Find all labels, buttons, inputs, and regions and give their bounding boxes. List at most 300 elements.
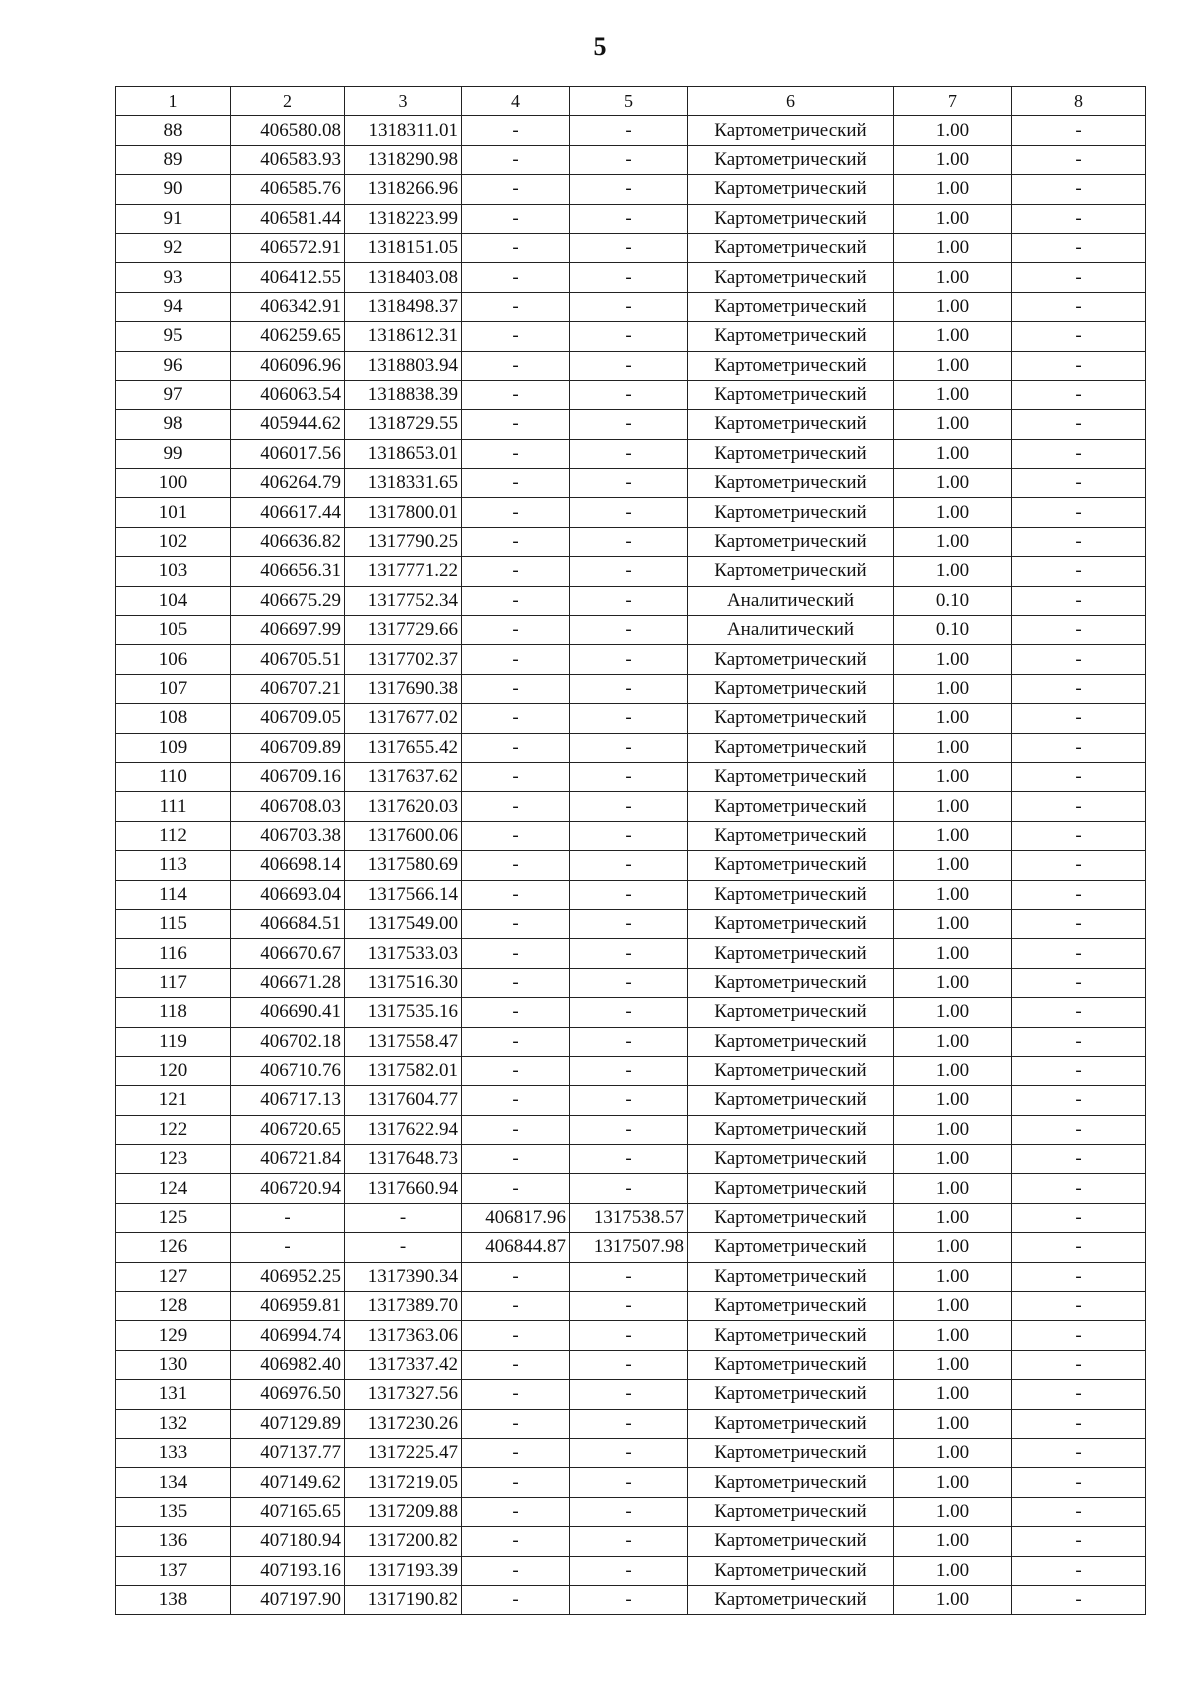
x-coordinate-cell: 406959.81 <box>231 1292 345 1321</box>
y-coordinate-cell: 1318498.37 <box>345 292 462 321</box>
table-row <box>116 1027 1146 1056</box>
x-coordinate-cell: 406982.40 <box>231 1350 345 1379</box>
x-new-coordinate-cell: - <box>462 175 570 204</box>
table-row <box>116 733 1146 762</box>
accuracy-cell: 1.00 <box>894 968 1012 997</box>
y-coordinate-cell: 1317655.42 <box>345 733 462 762</box>
point-number-cell: 90 <box>116 175 231 204</box>
accuracy-cell: 1.00 <box>894 1203 1012 1232</box>
method-cell: Картометрический <box>688 351 894 380</box>
point-number-cell: 136 <box>116 1527 231 1556</box>
x-new-coordinate-cell: - <box>462 792 570 821</box>
x-new-coordinate-cell: 406844.87 <box>462 1233 570 1262</box>
method-cell: Картометрический <box>688 939 894 968</box>
y-new-coordinate-cell: - <box>570 116 688 145</box>
accuracy-cell: 1.00 <box>894 939 1012 968</box>
y-coordinate-cell: 1317800.01 <box>345 498 462 527</box>
y-new-coordinate-cell: - <box>570 939 688 968</box>
table-row <box>116 1321 1146 1350</box>
point-number-cell: 113 <box>116 851 231 880</box>
point-number-cell: 134 <box>116 1468 231 1497</box>
table-row <box>116 1438 1146 1467</box>
y-new-coordinate-cell: - <box>570 1262 688 1291</box>
y-new-coordinate-cell: - <box>570 322 688 351</box>
method-cell: Картометрический <box>688 1380 894 1409</box>
table-row <box>116 1115 1146 1144</box>
header-cell: 2 <box>231 87 345 116</box>
table-row <box>116 1056 1146 1085</box>
y-coordinate-cell: 1317622.94 <box>345 1115 462 1144</box>
header-cell: 7 <box>894 87 1012 116</box>
x-coordinate-cell: 406709.05 <box>231 704 345 733</box>
note-cell: - <box>1012 645 1146 674</box>
y-coordinate-cell: 1317648.73 <box>345 1145 462 1174</box>
note-cell: - <box>1012 410 1146 439</box>
accuracy-cell: 1.00 <box>894 145 1012 174</box>
x-coordinate-cell: 406671.28 <box>231 968 345 997</box>
point-number-cell: 129 <box>116 1321 231 1350</box>
y-coordinate-cell: 1317677.02 <box>345 704 462 733</box>
method-cell: Картометрический <box>688 968 894 997</box>
table-row <box>116 439 1146 468</box>
y-new-coordinate-cell: - <box>570 1321 688 1350</box>
method-cell: Картометрический <box>688 292 894 321</box>
note-cell: - <box>1012 880 1146 909</box>
table-row <box>116 968 1146 997</box>
header-cell: 3 <box>345 87 462 116</box>
point-number-cell: 115 <box>116 909 231 938</box>
y-new-coordinate-cell: - <box>570 909 688 938</box>
header-cell: 8 <box>1012 87 1146 116</box>
method-cell: Аналитический <box>688 586 894 615</box>
note-cell: - <box>1012 1203 1146 1232</box>
y-coordinate-cell: 1317209.88 <box>345 1497 462 1526</box>
method-cell: Картометрический <box>688 998 894 1027</box>
note-cell: - <box>1012 1497 1146 1526</box>
y-coordinate-cell: 1317389.70 <box>345 1292 462 1321</box>
y-coordinate-cell: 1318311.01 <box>345 116 462 145</box>
x-new-coordinate-cell: - <box>462 939 570 968</box>
y-new-coordinate-cell: - <box>570 498 688 527</box>
x-new-coordinate-cell: - <box>462 880 570 909</box>
x-new-coordinate-cell: - <box>462 1027 570 1056</box>
x-new-coordinate-cell: - <box>462 586 570 615</box>
y-new-coordinate-cell: - <box>570 1438 688 1467</box>
method-cell: Картометрический <box>688 1233 894 1262</box>
x-coordinate-cell: 406585.76 <box>231 175 345 204</box>
accuracy-cell: 1.00 <box>894 322 1012 351</box>
y-coordinate-cell: 1318803.94 <box>345 351 462 380</box>
x-coordinate-cell: 406705.51 <box>231 645 345 674</box>
note-cell: - <box>1012 616 1146 645</box>
x-coordinate-cell: 406702.18 <box>231 1027 345 1056</box>
method-cell: Картометрический <box>688 1203 894 1232</box>
x-coordinate-cell: 406581.44 <box>231 204 345 233</box>
accuracy-cell: 0.10 <box>894 616 1012 645</box>
y-coordinate-cell: 1318612.31 <box>345 322 462 351</box>
point-number-cell: 135 <box>116 1497 231 1526</box>
y-new-coordinate-cell: - <box>570 469 688 498</box>
point-number-cell: 92 <box>116 233 231 262</box>
y-new-coordinate-cell: - <box>570 1174 688 1203</box>
method-cell: Картометрический <box>688 1409 894 1438</box>
accuracy-cell: 1.00 <box>894 1233 1012 1262</box>
coordinates-table <box>115 86 1146 1615</box>
method-cell: Картометрический <box>688 1292 894 1321</box>
method-cell: Картометрический <box>688 880 894 909</box>
x-coordinate-cell: 406703.38 <box>231 821 345 850</box>
y-new-coordinate-cell: - <box>570 762 688 791</box>
header-cell: 4 <box>462 87 570 116</box>
point-number-cell: 133 <box>116 1438 231 1467</box>
y-coordinate-cell: 1318403.08 <box>345 263 462 292</box>
table-row <box>116 498 1146 527</box>
accuracy-cell: 1.00 <box>894 204 1012 233</box>
y-new-coordinate-cell: - <box>570 175 688 204</box>
x-coordinate-cell: 406264.79 <box>231 469 345 498</box>
y-new-coordinate-cell: - <box>570 1350 688 1379</box>
method-cell: Картометрический <box>688 1174 894 1203</box>
note-cell: - <box>1012 821 1146 850</box>
point-number-cell: 102 <box>116 527 231 556</box>
table-row <box>116 821 1146 850</box>
accuracy-cell: 1.00 <box>894 1174 1012 1203</box>
point-number-cell: 116 <box>116 939 231 968</box>
note-cell: - <box>1012 233 1146 262</box>
x-new-coordinate-cell: - <box>462 1086 570 1115</box>
y-new-coordinate-cell: - <box>570 1380 688 1409</box>
x-new-coordinate-cell: - <box>462 1262 570 1291</box>
table-row <box>116 616 1146 645</box>
x-new-coordinate-cell: - <box>462 1556 570 1585</box>
note-cell: - <box>1012 1145 1146 1174</box>
method-cell: Картометрический <box>688 1497 894 1526</box>
y-coordinate-cell: 1317566.14 <box>345 880 462 909</box>
point-number-cell: 110 <box>116 762 231 791</box>
y-coordinate-cell: 1317790.25 <box>345 527 462 556</box>
method-cell: Картометрический <box>688 145 894 174</box>
x-new-coordinate-cell: - <box>462 527 570 556</box>
y-coordinate-cell: 1317535.16 <box>345 998 462 1027</box>
y-coordinate-cell: 1317582.01 <box>345 1056 462 1085</box>
y-coordinate-cell: 1317193.39 <box>345 1556 462 1585</box>
y-new-coordinate-cell: - <box>570 733 688 762</box>
point-number-cell: 108 <box>116 704 231 733</box>
x-new-coordinate-cell: - <box>462 380 570 409</box>
x-new-coordinate-cell: - <box>462 1174 570 1203</box>
point-number-cell: 89 <box>116 145 231 174</box>
table-row <box>116 527 1146 556</box>
x-new-coordinate-cell: - <box>462 1468 570 1497</box>
table-row <box>116 909 1146 938</box>
point-number-cell: 106 <box>116 645 231 674</box>
accuracy-cell: 1.00 <box>894 674 1012 703</box>
table-row <box>116 233 1146 262</box>
x-coordinate-cell: 407129.89 <box>231 1409 345 1438</box>
table-row <box>116 674 1146 703</box>
accuracy-cell: 1.00 <box>894 469 1012 498</box>
x-coordinate-cell: 406670.67 <box>231 939 345 968</box>
note-cell: - <box>1012 1086 1146 1115</box>
accuracy-cell: 1.00 <box>894 116 1012 145</box>
table-row <box>116 851 1146 880</box>
y-coordinate-cell: - <box>345 1233 462 1262</box>
y-coordinate-cell: 1317516.30 <box>345 968 462 997</box>
table-row <box>116 1585 1146 1614</box>
method-cell: Картометрический <box>688 410 894 439</box>
accuracy-cell: 1.00 <box>894 1350 1012 1379</box>
header-cell: 6 <box>688 87 894 116</box>
accuracy-cell: 1.00 <box>894 733 1012 762</box>
accuracy-cell: 1.00 <box>894 1380 1012 1409</box>
x-new-coordinate-cell: - <box>462 733 570 762</box>
note-cell: - <box>1012 1321 1146 1350</box>
note-cell: - <box>1012 263 1146 292</box>
x-new-coordinate-cell: - <box>462 821 570 850</box>
point-number-cell: 94 <box>116 292 231 321</box>
y-coordinate-cell: 1317620.03 <box>345 792 462 821</box>
x-coordinate-cell: 406721.84 <box>231 1145 345 1174</box>
x-new-coordinate-cell: - <box>462 557 570 586</box>
y-new-coordinate-cell: - <box>570 998 688 1027</box>
point-number-cell: 91 <box>116 204 231 233</box>
table-row <box>116 939 1146 968</box>
x-new-coordinate-cell: - <box>462 968 570 997</box>
y-coordinate-cell: 1317200.82 <box>345 1527 462 1556</box>
x-new-coordinate-cell: - <box>462 410 570 439</box>
method-cell: Картометрический <box>688 380 894 409</box>
y-new-coordinate-cell: - <box>570 351 688 380</box>
table-row <box>116 1380 1146 1409</box>
note-cell: - <box>1012 1262 1146 1291</box>
method-cell: Картометрический <box>688 792 894 821</box>
table-row <box>116 1233 1146 1262</box>
note-cell: - <box>1012 674 1146 703</box>
x-new-coordinate-cell: - <box>462 116 570 145</box>
y-new-coordinate-cell: - <box>570 557 688 586</box>
table-row <box>116 1203 1146 1232</box>
point-number-cell: 93 <box>116 263 231 292</box>
table-row <box>116 1292 1146 1321</box>
point-number-cell: 95 <box>116 322 231 351</box>
note-cell: - <box>1012 116 1146 145</box>
note-cell: - <box>1012 1115 1146 1144</box>
table-row <box>116 351 1146 380</box>
y-new-coordinate-cell: - <box>570 792 688 821</box>
note-cell: - <box>1012 1409 1146 1438</box>
y-coordinate-cell: 1317702.37 <box>345 645 462 674</box>
x-coordinate-cell: 406994.74 <box>231 1321 345 1350</box>
point-number-cell: 125 <box>116 1203 231 1232</box>
method-cell: Картометрический <box>688 116 894 145</box>
method-cell: Картометрический <box>688 439 894 468</box>
x-coordinate-cell: 407193.16 <box>231 1556 345 1585</box>
x-new-coordinate-cell: - <box>462 909 570 938</box>
y-coordinate-cell: 1317219.05 <box>345 1468 462 1497</box>
point-number-cell: 107 <box>116 674 231 703</box>
x-new-coordinate-cell: - <box>462 145 570 174</box>
y-coordinate-cell: 1317549.00 <box>345 909 462 938</box>
table-row <box>116 322 1146 351</box>
method-cell: Картометрический <box>688 1086 894 1115</box>
point-number-cell: 114 <box>116 880 231 909</box>
x-new-coordinate-cell: - <box>462 645 570 674</box>
x-coordinate-cell: 406709.89 <box>231 733 345 762</box>
accuracy-cell: 1.00 <box>894 1585 1012 1614</box>
point-number-cell: 138 <box>116 1585 231 1614</box>
note-cell: - <box>1012 439 1146 468</box>
y-coordinate-cell: 1317771.22 <box>345 557 462 586</box>
y-coordinate-cell: 1317327.56 <box>345 1380 462 1409</box>
point-number-cell: 122 <box>116 1115 231 1144</box>
x-new-coordinate-cell: - <box>462 851 570 880</box>
x-coordinate-cell: 406952.25 <box>231 1262 345 1291</box>
y-coordinate-cell: - <box>345 1203 462 1232</box>
accuracy-cell: 1.00 <box>894 704 1012 733</box>
x-coordinate-cell: 406720.65 <box>231 1115 345 1144</box>
y-new-coordinate-cell: - <box>570 380 688 409</box>
x-coordinate-cell: 406412.55 <box>231 263 345 292</box>
note-cell: - <box>1012 851 1146 880</box>
x-new-coordinate-cell: - <box>462 292 570 321</box>
point-number-cell: 130 <box>116 1350 231 1379</box>
method-cell: Картометрический <box>688 821 894 850</box>
method-cell: Картометрический <box>688 1438 894 1467</box>
accuracy-cell: 1.00 <box>894 792 1012 821</box>
table-row <box>116 380 1146 409</box>
note-cell: - <box>1012 1350 1146 1379</box>
accuracy-cell: 1.00 <box>894 439 1012 468</box>
x-coordinate-cell: 407197.90 <box>231 1585 345 1614</box>
accuracy-cell: 1.00 <box>894 175 1012 204</box>
y-new-coordinate-cell: - <box>570 704 688 733</box>
y-coordinate-cell: 1318653.01 <box>345 439 462 468</box>
x-coordinate-cell: 406720.94 <box>231 1174 345 1203</box>
x-coordinate-cell: 406710.76 <box>231 1056 345 1085</box>
y-new-coordinate-cell: - <box>570 1027 688 1056</box>
note-cell: - <box>1012 469 1146 498</box>
y-coordinate-cell: 1317660.94 <box>345 1174 462 1203</box>
x-coordinate-cell: 406693.04 <box>231 880 345 909</box>
point-number-cell: 121 <box>116 1086 231 1115</box>
accuracy-cell: 1.00 <box>894 1527 1012 1556</box>
accuracy-cell: 1.00 <box>894 498 1012 527</box>
note-cell: - <box>1012 380 1146 409</box>
accuracy-cell: 1.00 <box>894 1056 1012 1085</box>
x-coordinate-cell: 407165.65 <box>231 1497 345 1526</box>
point-number-cell: 118 <box>116 998 231 1027</box>
y-new-coordinate-cell: - <box>570 880 688 909</box>
x-new-coordinate-cell: - <box>462 233 570 262</box>
point-number-cell: 128 <box>116 1292 231 1321</box>
note-cell: - <box>1012 1380 1146 1409</box>
y-coordinate-cell: 1318290.98 <box>345 145 462 174</box>
accuracy-cell: 1.00 <box>894 1468 1012 1497</box>
x-coordinate-cell: 406697.99 <box>231 616 345 645</box>
accuracy-cell: 1.00 <box>894 998 1012 1027</box>
accuracy-cell: 1.00 <box>894 1027 1012 1056</box>
method-cell: Картометрический <box>688 1027 894 1056</box>
accuracy-cell: 1.00 <box>894 1438 1012 1467</box>
table-row <box>116 645 1146 674</box>
method-cell: Картометрический <box>688 733 894 762</box>
method-cell: Картометрический <box>688 1585 894 1614</box>
accuracy-cell: 1.00 <box>894 527 1012 556</box>
table-row <box>116 145 1146 174</box>
table-row <box>116 116 1146 145</box>
table-row <box>116 175 1146 204</box>
x-new-coordinate-cell: - <box>462 762 570 791</box>
accuracy-cell: 1.00 <box>894 1409 1012 1438</box>
point-number-cell: 96 <box>116 351 231 380</box>
table-row <box>116 1527 1146 1556</box>
y-coordinate-cell: 1317533.03 <box>345 939 462 968</box>
x-new-coordinate-cell: - <box>462 1350 570 1379</box>
accuracy-cell: 1.00 <box>894 821 1012 850</box>
y-coordinate-cell: 1317580.69 <box>345 851 462 880</box>
y-new-coordinate-cell: - <box>570 1292 688 1321</box>
accuracy-cell: 1.00 <box>894 762 1012 791</box>
table-row <box>116 1556 1146 1585</box>
method-cell: Картометрический <box>688 1556 894 1585</box>
note-cell: - <box>1012 762 1146 791</box>
x-coordinate-cell: 406684.51 <box>231 909 345 938</box>
x-coordinate-cell: 406636.82 <box>231 527 345 556</box>
header-cell: 1 <box>116 87 231 116</box>
table-row <box>116 1262 1146 1291</box>
note-cell: - <box>1012 204 1146 233</box>
x-new-coordinate-cell: - <box>462 1292 570 1321</box>
point-number-cell: 104 <box>116 586 231 615</box>
y-new-coordinate-cell: 1317538.57 <box>570 1203 688 1232</box>
method-cell: Картометрический <box>688 1056 894 1085</box>
y-new-coordinate-cell: - <box>570 1086 688 1115</box>
note-cell: - <box>1012 498 1146 527</box>
accuracy-cell: 1.00 <box>894 645 1012 674</box>
note-cell: - <box>1012 175 1146 204</box>
y-coordinate-cell: 1317337.42 <box>345 1350 462 1379</box>
note-cell: - <box>1012 998 1146 1027</box>
method-cell: Картометрический <box>688 1468 894 1497</box>
point-number-cell: 117 <box>116 968 231 997</box>
y-coordinate-cell: 1318223.99 <box>345 204 462 233</box>
x-new-coordinate-cell: - <box>462 1145 570 1174</box>
note-cell: - <box>1012 792 1146 821</box>
x-new-coordinate-cell: - <box>462 1380 570 1409</box>
point-number-cell: 97 <box>116 380 231 409</box>
accuracy-cell: 1.00 <box>894 880 1012 909</box>
x-coordinate-cell: 405944.62 <box>231 410 345 439</box>
y-coordinate-cell: 1318838.39 <box>345 380 462 409</box>
y-new-coordinate-cell: - <box>570 645 688 674</box>
x-coordinate-cell: 406583.93 <box>231 145 345 174</box>
method-cell: Картометрический <box>688 204 894 233</box>
page-number: 5 <box>593 32 607 61</box>
x-coordinate-cell: 406675.29 <box>231 586 345 615</box>
accuracy-cell: 1.00 <box>894 1556 1012 1585</box>
method-cell: Картометрический <box>688 469 894 498</box>
accuracy-cell: 1.00 <box>894 557 1012 586</box>
accuracy-cell: 1.00 <box>894 851 1012 880</box>
note-cell: - <box>1012 909 1146 938</box>
table-row <box>116 1145 1146 1174</box>
point-number-cell: 98 <box>116 410 231 439</box>
accuracy-cell: 1.00 <box>894 1321 1012 1350</box>
y-new-coordinate-cell: - <box>570 821 688 850</box>
x-new-coordinate-cell: - <box>462 1321 570 1350</box>
y-new-coordinate-cell: - <box>570 1409 688 1438</box>
point-number-cell: 119 <box>116 1027 231 1056</box>
